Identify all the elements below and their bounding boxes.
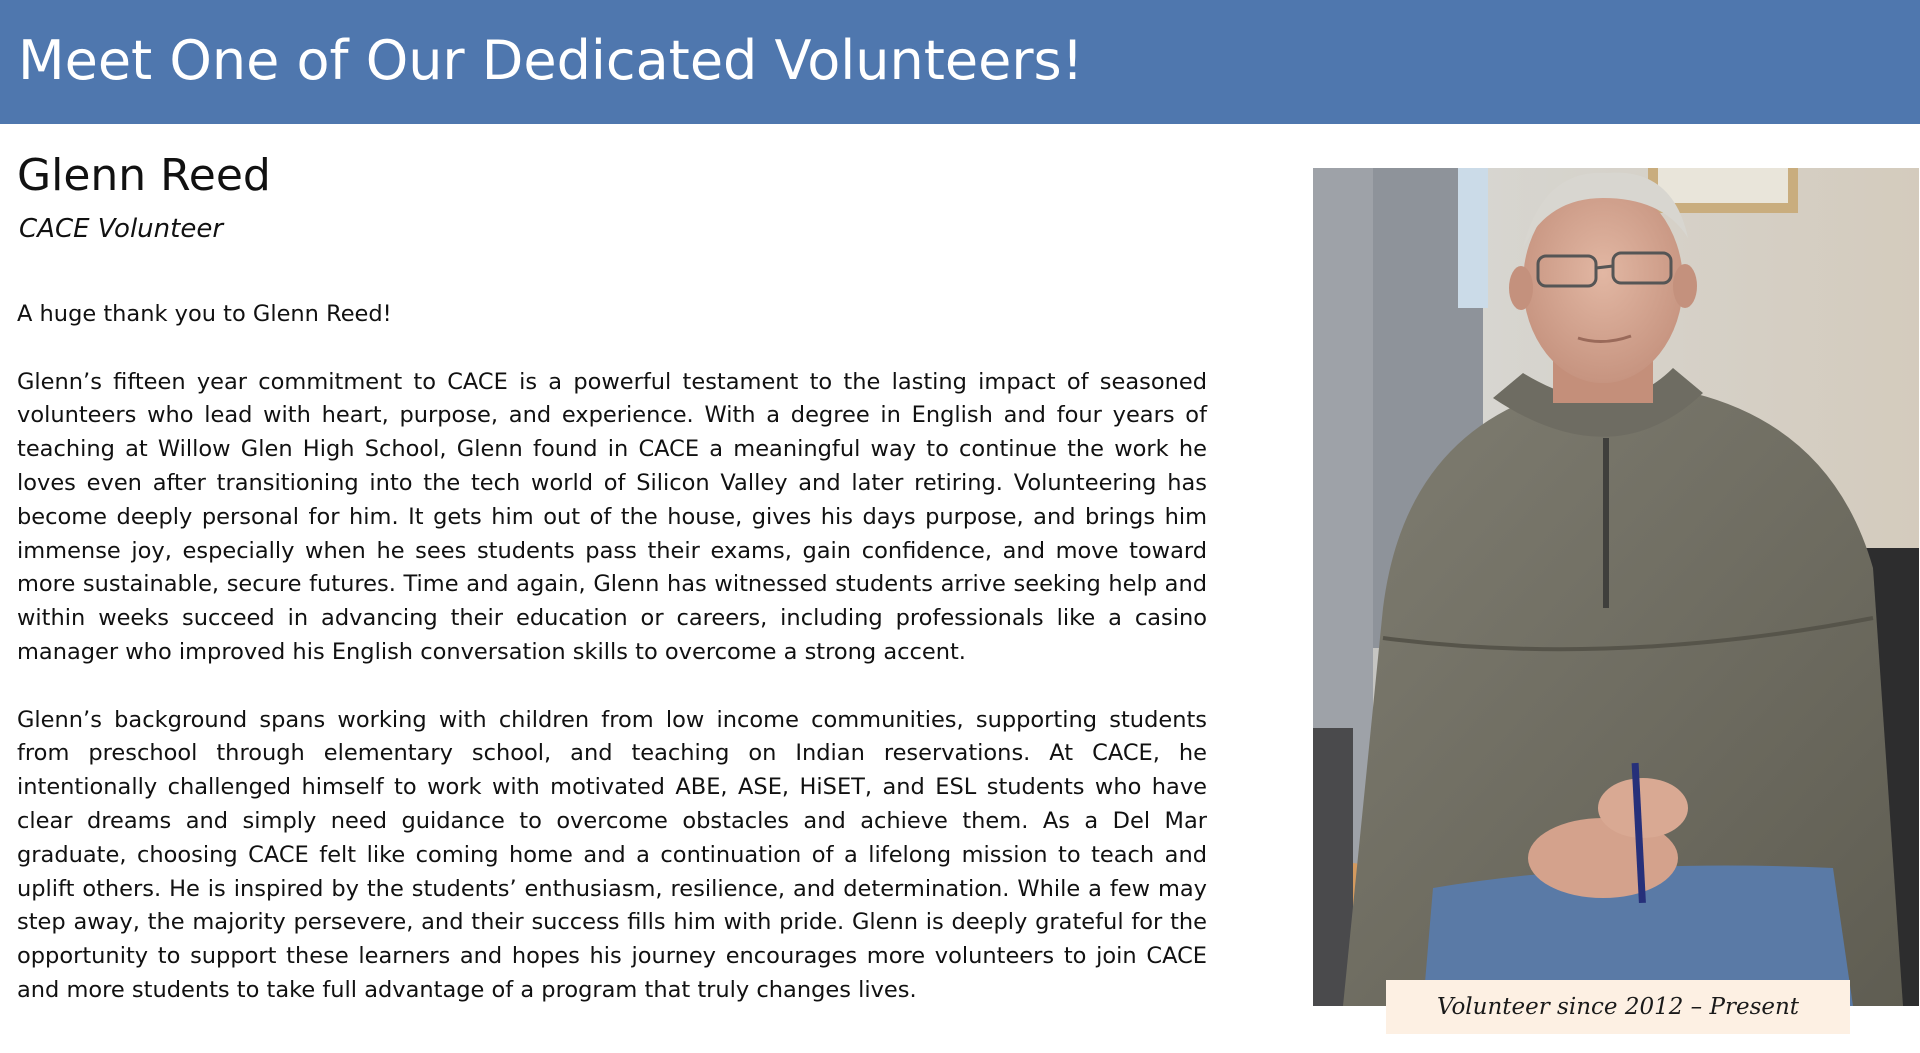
story-paragraph-1: Glenn’s fifteen year commitment to CACE is a powerful testament to the lasting impact of seasoned volunteers who lead with heart, purpose, and experience. With a degree in English and four years of teaching at Willow Glen High School, Glenn found in CACE a meaningful way to continue the work he loves even after transitioning into the tech world of Silicon Valley and later retiring. Volunteering has become deeply personal for him. It gets him out of the house, gives his days purpose, and brings him immense joy, especially when he sees students pass their exams, gain confidence, and move toward more sustainable, secure futures. Time and again, Glenn has witnessed students arrive seeking help and within weeks succeed in advancing their education or careers, including professionals like a casino manager who improved his English conversation skills to overcome a strong accent.	[17, 368, 1207, 665]
volunteer-since-caption	[1386, 980, 1850, 1034]
caption-text: Volunteer since 2012 – Present	[1436, 994, 1800, 1020]
volunteer-photo	[1313, 168, 1919, 1006]
portrait-photo-icon	[1313, 168, 1919, 1006]
volunteer-story	[17, 298, 1207, 1042]
page-title: Meet One of Our Dedicated Volunteers!	[18, 29, 1084, 92]
story-greeting: A huge thank you to Glenn Reed!	[17, 301, 392, 327]
volunteer-name: Glenn Reed	[17, 150, 271, 201]
header-banner	[0, 0, 1920, 124]
volunteer-role: CACE Volunteer	[19, 214, 224, 244]
story-paragraph-2: Glenn’s background spans working with children from low income communities, supporting students from preschool through elementary school, and teaching on Indian reservations. At CACE, he intentionally challenged himself to work with motivated ABE, ASE, HiSET, and ESL students who have clear dreams and simply need guidance to overcome obstacles and achieve them. As a Del Mar graduate, choosing CACE felt like coming home and a continuation of a lifelong mission to teach and uplift others. He is inspired by the students’ enthusiasm, resilience, and determination. While a few may step away, the majority persevere, and their success fills him with pride. Glenn is deeply grateful for the opportunity to support these learners and hopes his journey encourages more volunteers to join CACE and more students to take full advantage of a program that truly changes lives.	[17, 706, 1207, 1003]
